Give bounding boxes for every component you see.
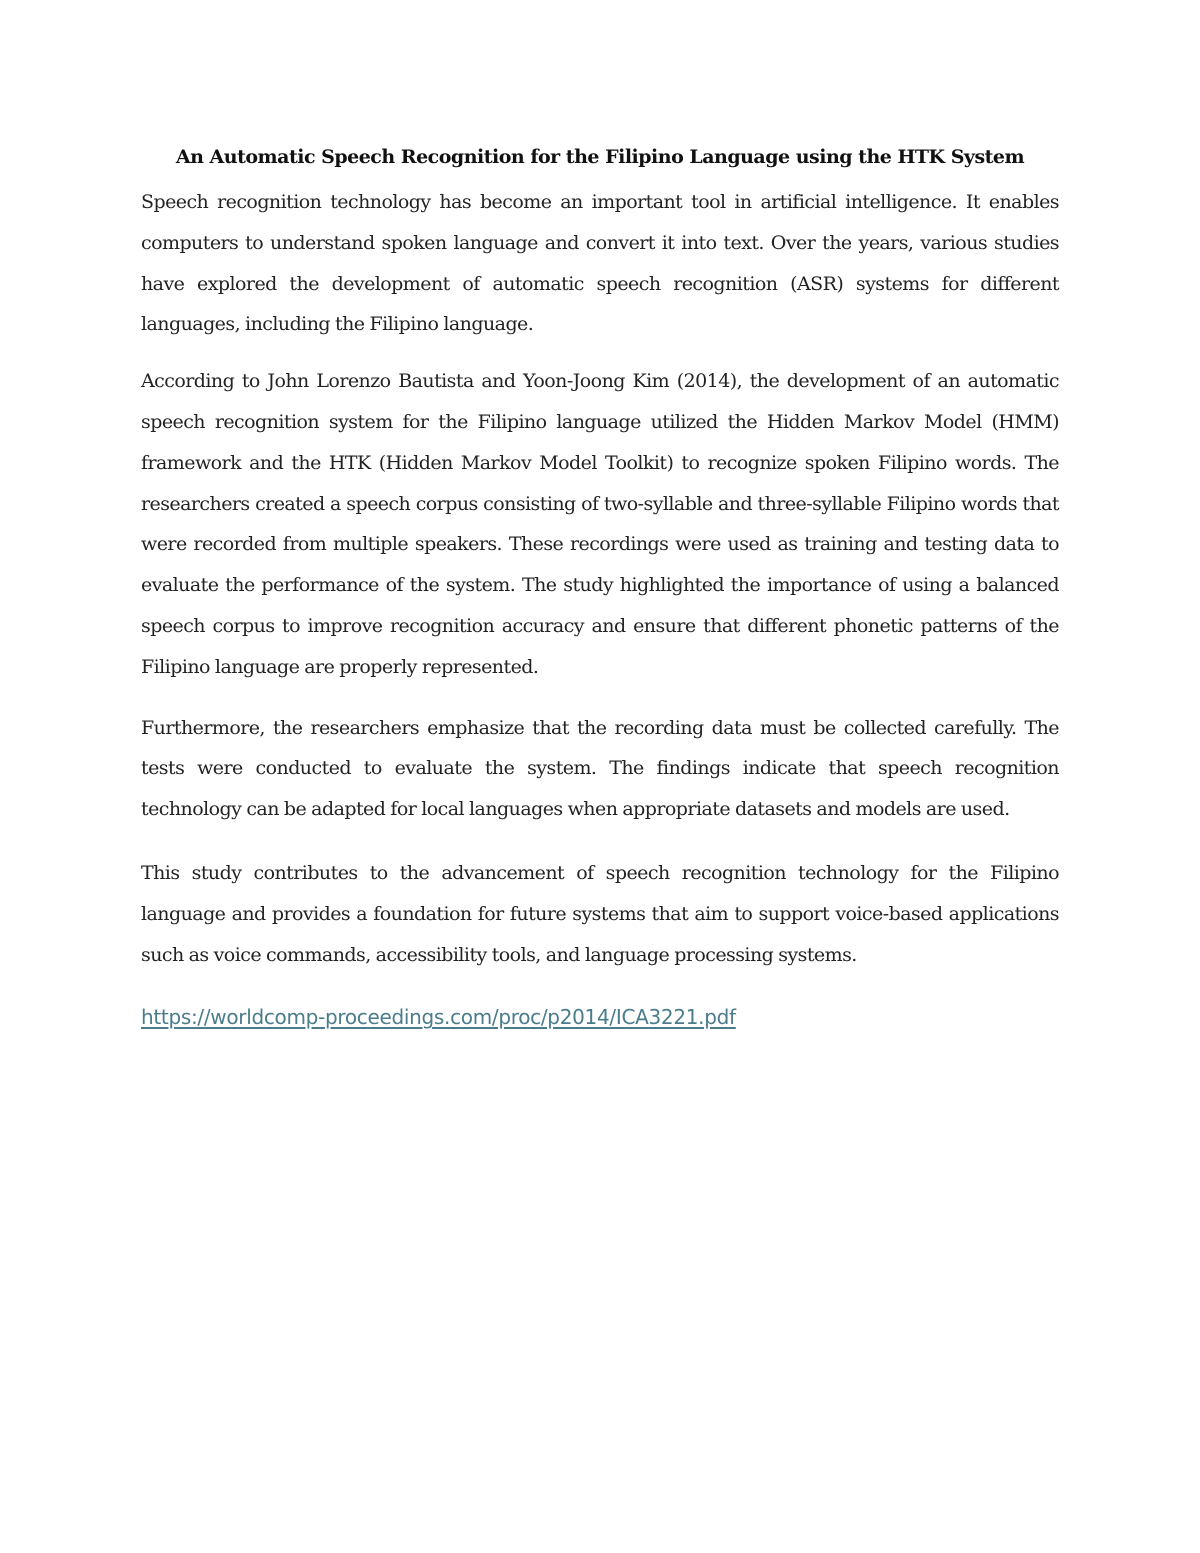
paragraph-intro: Speech recognition technology has become an important tool in artificial intelligence. It enables computers to understand spoken language and convert it into text. Over the years, various studies have explored the development of automatic speech recognition (ASR) systems for different languages, including the Filipino language. bbox=[141, 191, 1059, 336]
source-link-line bbox=[141, 997, 1059, 1037]
document-title: An Automatic Speech Recognition for the Filipino Language using the HTK System bbox=[175, 146, 1025, 168]
paragraph-conclusion: This study contributes to the advancement of speech recognition technology for the Filipino language and provides a foundation for future systems that aim to support voice-based applications such as voice commands, accessibility tools, and language processing systems. bbox=[141, 861, 1059, 966]
source-link[interactable]: https://worldcomp-proceedings.com/proc/p2014/ICA3221.pdf bbox=[141, 1005, 736, 1030]
paragraph-furthermore: Furthermore, the researchers emphasize that the recording data must be collected carefully. The tests were conducted to evaluate the system. The findings indicate that speech recognition technology can be adapted for local languages when appropriate datasets and models are used. bbox=[141, 716, 1059, 821]
paragraph-bautista-kim: According to John Lorenzo Bautista and Yoon-Joong Kim (2014), the development of an automatic speech recognition system for the Filipino language utilized the Hidden Markov Model (HMM) framework and the HTK (Hidden Markov Model Toolkit) to recognize spoken Filipino words. The researchers created a speech corpus consisting of two-syllable and three-syllable Filipino words that were recorded from multiple speakers. These recordings were used as training and testing data to evaluate the performance of the system. The study highlighted the importance of using a balanced speech corpus to improve recognition accuracy and ensure that different phonetic patterns of the Filipino language are properly represented. bbox=[141, 370, 1059, 678]
document-body bbox=[141, 138, 1059, 1037]
